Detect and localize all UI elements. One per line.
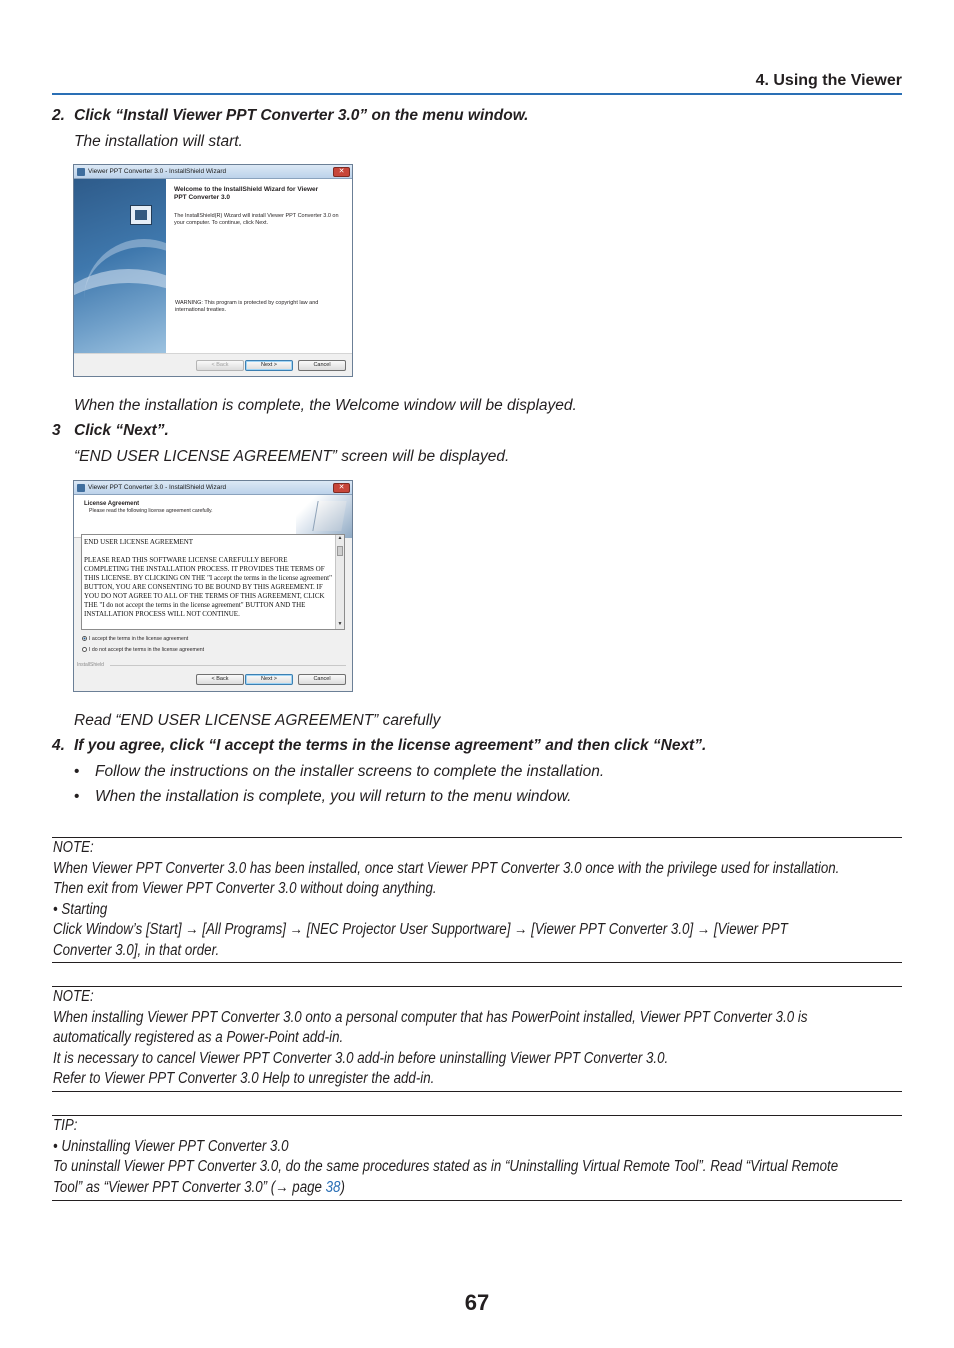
tip-text: Tool” as “Viewer PPT Converter 3.0” (→ page (53, 1178, 326, 1196)
note-line: Converter 3.0], in that order. (53, 941, 220, 959)
step-2-result: The installation will start. (74, 133, 243, 150)
read-license-text: Read “END USER LICENSE AGREEMENT” carefully (74, 712, 441, 729)
note-line: Click Window’s [Start] → [All Programs] → [NEC Projector User Supportware] → [Viewer PPT Converter 3.0] → [Viewer PPT (53, 921, 788, 938)
step-text: Click “Install Viewer PPT Converter 3.0” on the menu window. (74, 107, 529, 124)
wizard-banner (74, 495, 352, 538)
wizard-body: The InstallShield(R) Wizard will install Viewer PPT Converter 3.0 on your computer. To continue, click Next. (174, 213, 339, 226)
license-body: PLEASE READ THIS SOFTWARE LICENSE CAREFULLY BEFORE COMPLETING THE INSTALLATION PROCESS. IT PROVIDES THE TERMS OF THIS LICENSE. BY CLICKING ON THE "I accept the terms in the license agreement" BUTTON, YOU ARE CONSENTING TO BE BOUND BY THIS AGREEMENT. IF YOU DO NOT AGREE TO ALL OF THE TERMS OF THIS AGREEMENT, CLICK THE "I do not accept the terms in the license agreement" BUTTON AND THE INSTALLATION PROCESS WILL NOT CONTINUE. (84, 556, 332, 618)
page-number: 67 (464, 1290, 490, 1315)
app-icon (77, 168, 85, 176)
computer-icon (130, 205, 152, 225)
scroll-up-icon[interactable]: ▲ (337, 536, 343, 541)
accept-radio[interactable] (82, 636, 188, 643)
wizard-button-bar (74, 353, 352, 377)
wizard-heading: License Agreement (84, 501, 140, 507)
back-button[interactable]: < Back (196, 674, 244, 685)
list-item-text: Follow the instructions on the installer screens to complete the installation. (95, 763, 605, 780)
wizard-content (166, 179, 352, 353)
note-line: It is necessary to cancel Viewer PPT Converter 3.0 add-in before uninstalling Viewer PPT Converter 3.0. (53, 1049, 669, 1067)
wizard-heading: Welcome to the InstallShield Wizard for Viewer PPT Converter 3.0 (174, 186, 319, 201)
close-icon[interactable]: ✕ (333, 167, 350, 177)
note-rule-bottom (52, 1091, 902, 1092)
next-button[interactable]: Next > (245, 674, 293, 685)
radio-selected-icon (82, 636, 87, 641)
installer-welcome-window (73, 164, 353, 377)
next-button[interactable]: Next > (245, 360, 293, 371)
bullet-icon: • (74, 788, 80, 805)
window-titlebar (74, 481, 352, 495)
note-rule-bottom (52, 962, 902, 963)
decline-label: I do not accept the terms in the license agreement (89, 647, 205, 653)
wizard-warning: WARNING: This program is protected by copyright law and international treaties. (175, 300, 319, 313)
window-title: Viewer PPT Converter 3.0 - InstallShield Wizard (88, 484, 227, 491)
list-item (74, 763, 604, 781)
installshield-divider (110, 665, 346, 666)
tip-rule-bottom (52, 1200, 902, 1201)
wizard-side-banner (74, 179, 166, 353)
note-label: NOTE: (53, 839, 94, 856)
window-titlebar (74, 165, 352, 179)
license-scrollbar[interactable] (335, 535, 344, 629)
cancel-button[interactable]: Cancel (298, 360, 346, 371)
section-title: 4. Using the Viewer (755, 72, 902, 89)
license-textbox[interactable] (81, 534, 345, 630)
note-box-2 (53, 987, 808, 1090)
step-number: 2. (52, 107, 65, 124)
note-label: NOTE: (53, 988, 94, 1005)
step-2 (52, 107, 528, 125)
note-line: When installing Viewer PPT Converter 3.0 onto a personal computer that has PowerPoint installed, Viewer PPT Converter 3.0 is (53, 1008, 808, 1026)
step-3 (52, 422, 169, 440)
close-icon[interactable]: ✕ (333, 483, 350, 493)
wizard-subheading: Please read the following license agreement carefully. (89, 508, 213, 514)
document-page-icon (296, 495, 352, 538)
note-line: When Viewer PPT Converter 3.0 has been installed, once start Viewer PPT Converter 3.0 once with the privilege used for installation. (53, 859, 840, 877)
step-text: Click “Next”. (74, 422, 169, 439)
window-title: Viewer PPT Converter 3.0 - InstallShield Wizard (88, 168, 227, 175)
decline-radio[interactable] (82, 647, 204, 654)
note-line: • Starting (53, 900, 108, 918)
step-number: 4. (52, 737, 65, 754)
back-button[interactable]: < Back (196, 360, 244, 371)
banner-curve (84, 239, 166, 353)
installer-license-window (73, 480, 353, 692)
bullet-icon: • (74, 763, 80, 780)
after-install-text: When the installation is complete, the Welcome window will be displayed. (74, 397, 577, 414)
step-3-result: “END USER LICENSE AGREEMENT” screen will be displayed. (74, 448, 510, 465)
app-icon (77, 484, 85, 492)
tip-label: TIP: (53, 1117, 78, 1134)
header-rule (52, 93, 902, 95)
note-line: Refer to Viewer PPT Converter 3.0 Help to unregister the add-in. (53, 1070, 435, 1087)
scroll-down-icon[interactable]: ▼ (337, 622, 343, 627)
step-text: If you agree, click “I accept the terms in the license agreement” and then click “Next”. (74, 737, 707, 754)
tip-line (53, 1178, 784, 1199)
note-box-1 (53, 838, 840, 961)
tip-line: To uninstall Viewer PPT Converter 3.0, do the same procedures stated as in “Uninstalling Virtual Remote Tool”. Read “Virtual Remote (53, 1158, 839, 1175)
note-line: Then exit from Viewer PPT Converter 3.0 without doing anything. (53, 880, 437, 897)
tip-line: • Uninstalling Viewer PPT Converter 3.0 (53, 1137, 289, 1155)
accept-label: I accept the terms in the license agreement (89, 636, 189, 642)
tip-box (53, 1116, 839, 1198)
list-item (74, 788, 571, 806)
license-title: END USER LICENSE AGREEMENT (84, 538, 194, 546)
scroll-thumb[interactable] (337, 546, 343, 556)
step-number: 3 (52, 422, 61, 439)
tip-text: ) (340, 1178, 345, 1196)
installshield-label: InstallShield (77, 662, 104, 668)
cancel-button[interactable]: Cancel (298, 674, 346, 685)
list-item-text: When the installation is complete, you will return to the menu window. (95, 788, 572, 805)
page-link[interactable]: 38 (325, 1178, 341, 1196)
note-line: automatically registered as a Power-Point add-in. (53, 1029, 344, 1046)
radio-unselected-icon (82, 647, 87, 652)
step-4 (52, 737, 706, 755)
